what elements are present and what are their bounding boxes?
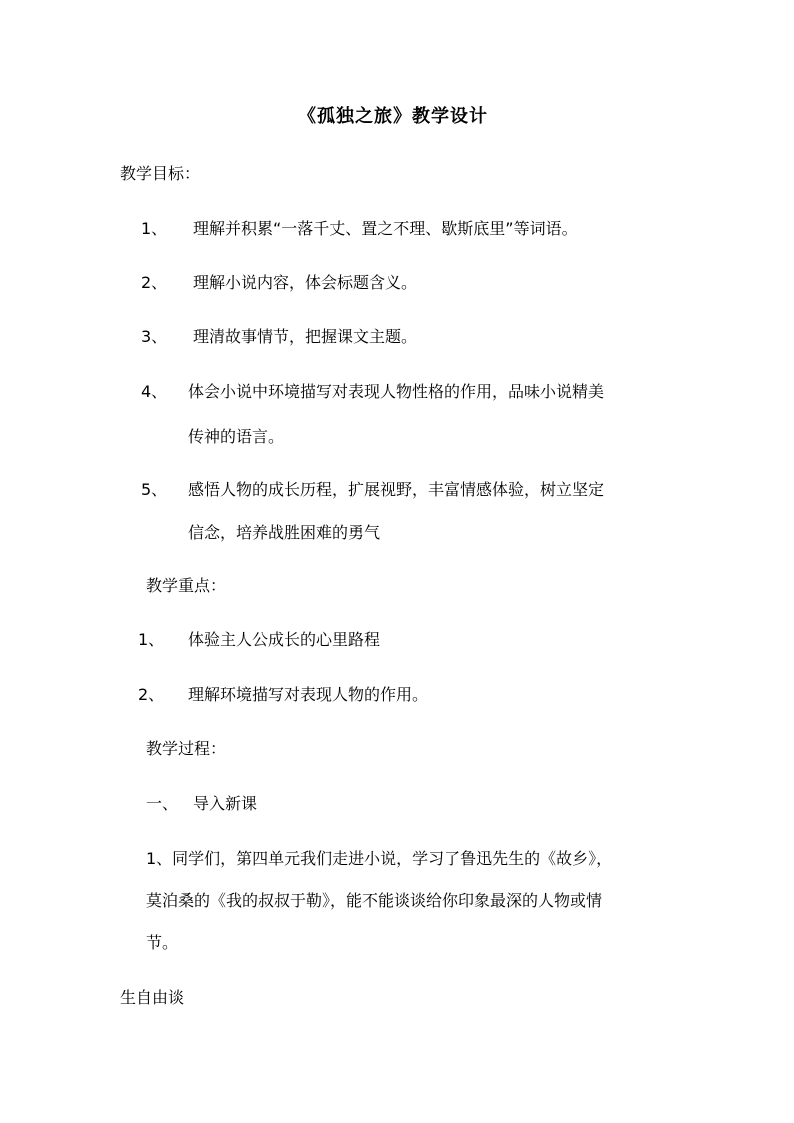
objective-4-text-line-2: 传神的语言。 [188, 427, 285, 446]
paragraph-line-3: 节。 [146, 933, 179, 952]
objective-4-number: 4、 [141, 382, 168, 401]
process-heading: 教学过程： [146, 739, 227, 758]
objective-1-text: 理解并积累“一落千丈、置之不理、歇斯底里”等词语。 [193, 219, 578, 238]
objective-2-text: 理解小说内容，体会标题含义。 [193, 273, 418, 292]
section-1-number: 一、 [146, 794, 179, 813]
key-point-1-number: 1、 [138, 630, 165, 649]
objective-4-text-line-1: 体会小说中环境描写对表现人物性格的作用，品味小说精美 [188, 382, 605, 401]
objective-3-text: 理清故事情节，把握课文主题。 [193, 327, 418, 346]
objective-5-text-line-1: 感悟人物的成长历程，扩展视野，丰富情感体验，树立坚定 [188, 480, 605, 499]
key-point-2-number: 2、 [138, 685, 165, 704]
objective-5-text-line-2: 信念，培养战胜困难的勇气 [188, 523, 381, 542]
objectives-heading: 教学目标： [120, 164, 201, 183]
objective-3-number: 3、 [141, 327, 168, 346]
key-points-heading: 教学重点： [146, 576, 227, 595]
paragraph-line-2: 莫泊桑的《我的叔叔于勒》，能不能谈谈给你印象最深的人物或情 [146, 891, 603, 910]
objective-5-number: 5、 [141, 480, 168, 499]
objective-2-number: 2、 [141, 273, 168, 292]
key-point-1-text: 体验主人公成长的心里路程 [188, 630, 381, 649]
objective-1-number: 1、 [141, 219, 168, 238]
key-point-2-text: 理解环境描写对表现人物的作用。 [188, 685, 429, 704]
closing-text: 生自由谈 [120, 988, 185, 1007]
section-1-title: 导入新课 [193, 794, 258, 813]
page-title: 《孤独之旅》教学设计 [298, 106, 488, 127]
paragraph-line-1: 1、同学们，第四单元我们走进小说，学习了鲁迅先生的《故乡》， [146, 849, 613, 868]
